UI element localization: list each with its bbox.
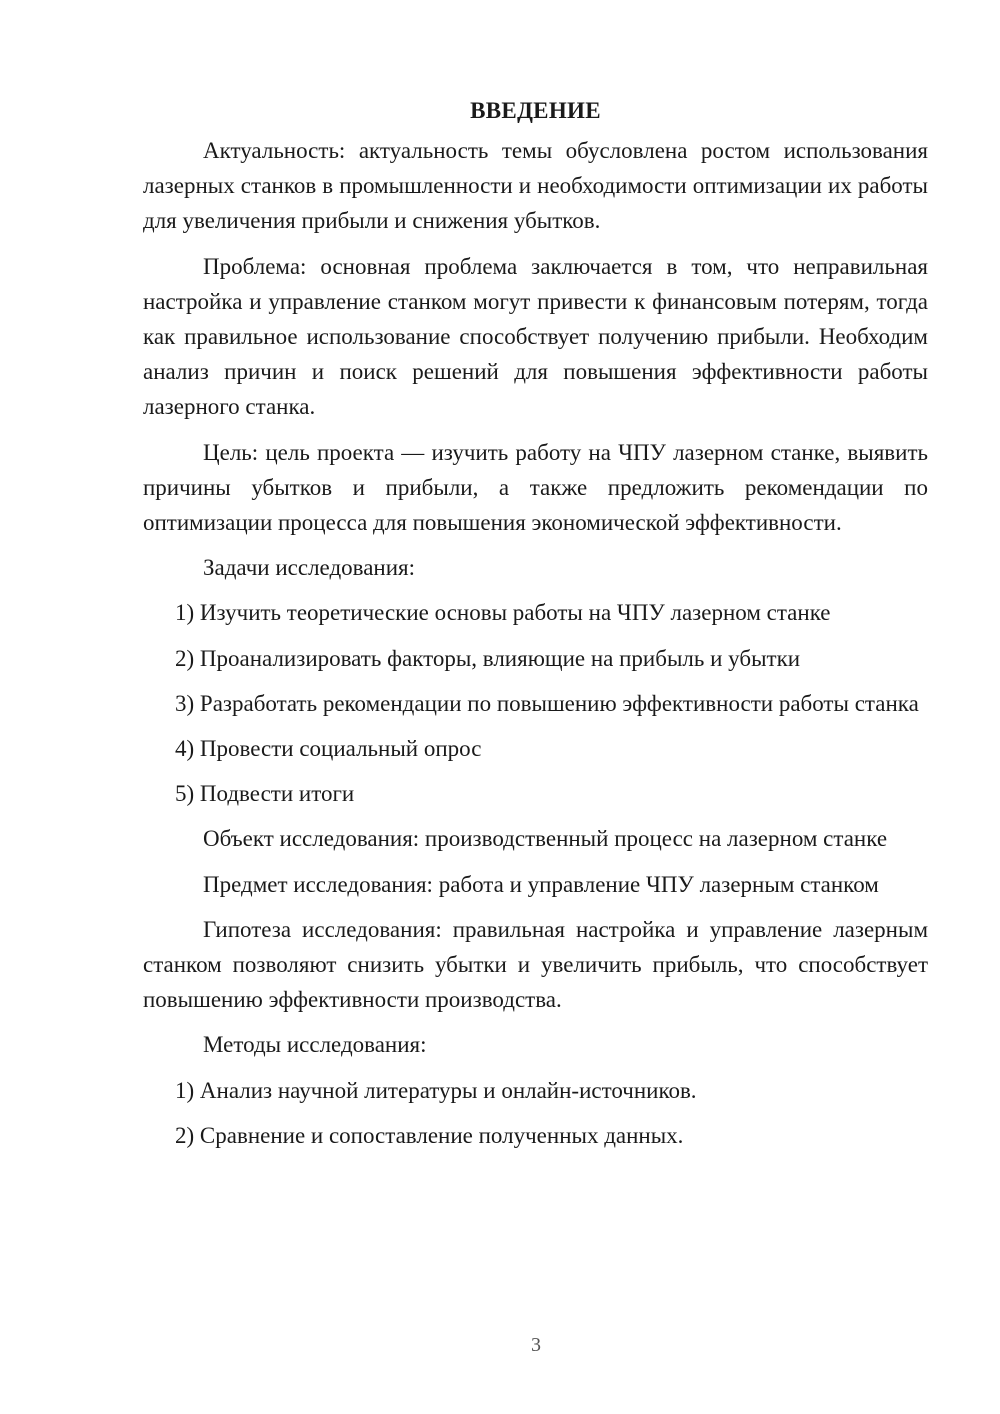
task-item: 4) Провести социальный опрос	[175, 736, 482, 762]
tasks-heading: Задачи исследования:	[203, 555, 416, 581]
method-item: 1) Анализ научной литературы и онлайн-источников.	[175, 1077, 697, 1103]
subject-paragraph: Предмет исследования: работа и управление ЧПУ лазерным станком	[203, 871, 879, 897]
object-paragraph: Объект исследования: производственный процесс на лазерном станке	[203, 826, 888, 852]
task-item: 1) Изучить теоретические основы работы на ЧПУ лазерном станке	[175, 600, 831, 626]
task-item: 3) Разработать рекомендации по повышению эффективности работы станка	[175, 690, 919, 716]
methods-heading: Методы исследования:	[203, 1032, 427, 1058]
method-item: 2) Сравнение и сопоставление полученных данных.	[175, 1122, 684, 1148]
problem-paragraph: Проблема: основная проблема заключается в том, что неправильная настройка и управление станком могут привести к финансовым потерям, тогда как правильное использование способствует получению прибыли. Необходим анализ причин и поиск решений для повышения эффективности работы лазерного станка.	[143, 253, 928, 420]
page-number: 3	[531, 1334, 541, 1356]
hypothesis-paragraph: Гипотеза исследования: правильная настройка и управление лазерным станком позволяют снизить убытки и увеличить прибыль, что способствует повышению эффективности производства.	[143, 916, 928, 1013]
page-title: ВВЕДЕНИЕ	[470, 98, 601, 123]
relevance-paragraph: Актуальность: актуальность темы обусловлена ростом использования лазерных станков в промышленности и необходимости оптимизации их работы для увеличения прибыли и снижения убытков.	[143, 138, 928, 234]
document-page	[143, 88, 928, 1163]
goal-paragraph: Цель: цель проекта — изучить работу на ЧПУ лазерном станке, выявить причины убытков и прибыли, а также предложить рекомендации по оптимизации процесса для повышения экономической эффективности.	[143, 439, 928, 536]
task-item: 5) Подвести итоги	[175, 781, 355, 807]
task-item: 2) Проанализировать факторы, влияющие на прибыль и убытки	[175, 645, 801, 671]
